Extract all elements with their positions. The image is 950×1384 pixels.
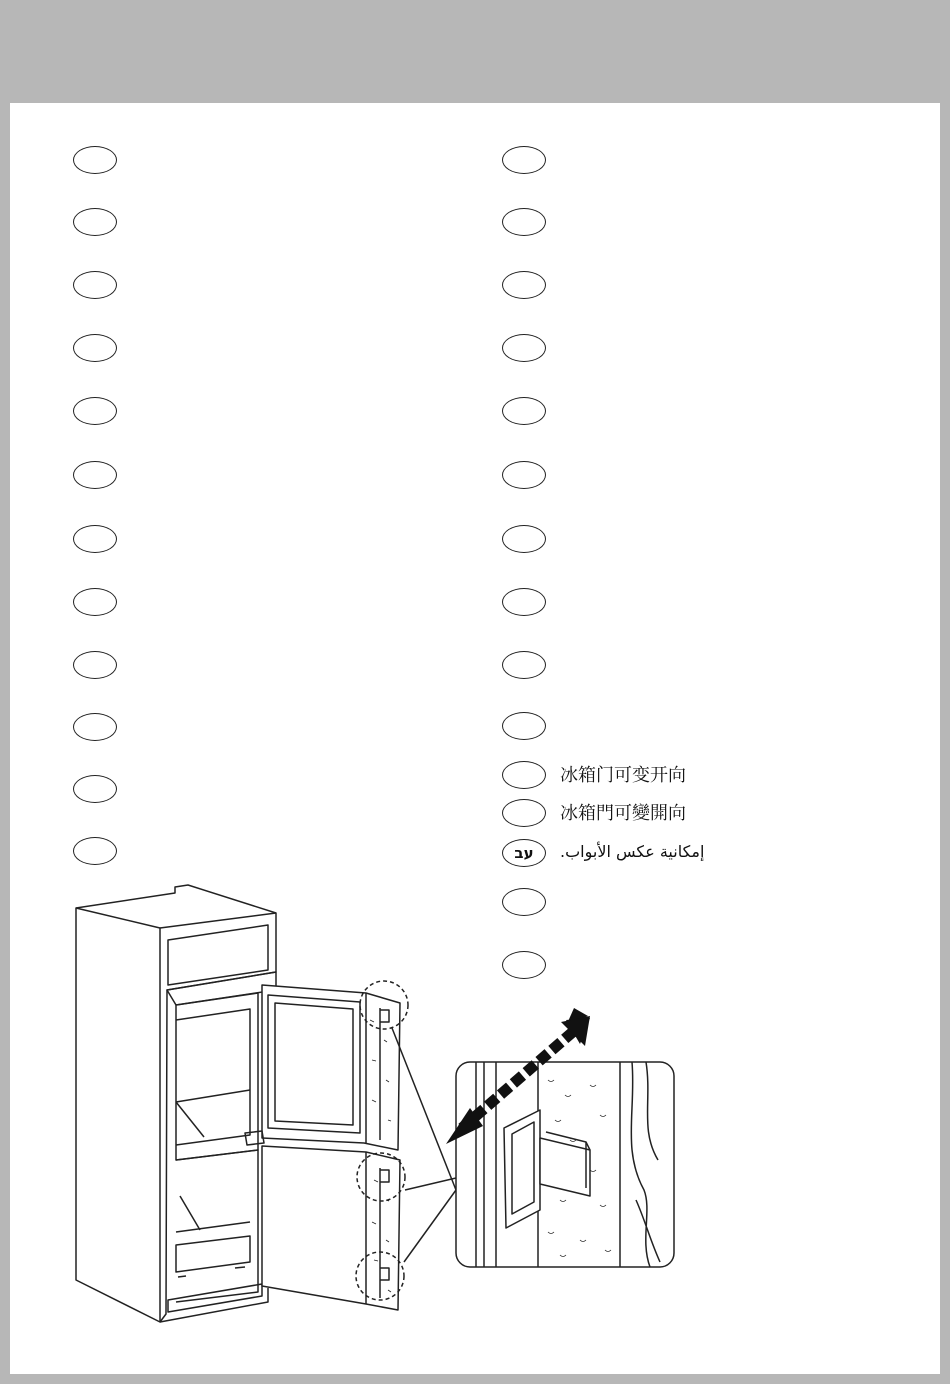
language-code-badge-he: עב [502,839,546,867]
text-ar: إمكانية عكس الأبواب. [560,842,705,861]
text-zh-tw: 冰箱門可變開向 [560,803,686,823]
text-zh-cn: 冰箱门可变开向 [560,765,686,785]
